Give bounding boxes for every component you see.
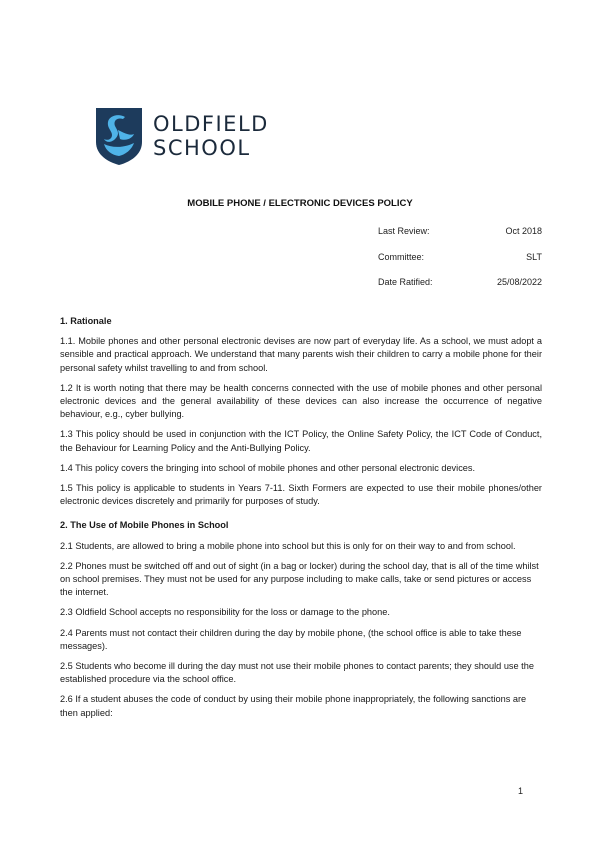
page-number: 1 (518, 786, 524, 796)
meta-committee (378, 252, 542, 278)
document-title: MOBILE PHONE / ELECTRONIC DEVICES POLICY (187, 198, 413, 209)
section-rationale (60, 315, 542, 508)
paragraph: 2.6 If a student abuses the code of conduct by using their mobile phone inappropriately, the following sanctions are then applied: (60, 694, 527, 718)
paragraph: 1.3 This policy should be used in conjunction with the ICT Policy, the Online Safety Policy, the ICT Code of Conduct, the Behaviour for Learning Policy and the Anti-Bullying Policy. (60, 429, 542, 453)
swan-shield-icon (94, 106, 144, 166)
paragraph: 2.3 Oldfield School accepts no responsibility for the loss or damage to the phone. (60, 607, 390, 618)
meta-label: Committee: (378, 252, 425, 262)
document-body (60, 315, 542, 727)
meta-value: Oct 2018 (505, 226, 542, 236)
meta-last-review (378, 226, 542, 252)
meta-date-ratified (378, 277, 542, 303)
section-heading: 1. Rationale (60, 316, 112, 326)
paragraph: 1.1. Mobile phones and other personal electronic devises are now part of everyday life. As a school, we must adopt a sensible and practical approach. We understand that many parents wish their children to carry a mobile phone for their personal safety whilst travelling to and from school. (60, 336, 542, 373)
paragraph: 2.4 Parents must not contact their children during the day by mobile phone, (the school office is able to take these messages). (60, 627, 522, 651)
school-wordmark (153, 112, 269, 160)
paragraph: 2.1 Students, are allowed to bring a mobile phone into school but this is only for on their way to and from school. (60, 540, 516, 551)
paragraph: 2.5 Students who become ill during the day must not use their mobile phones to contact parents; they should use the established procedure via the school office. (60, 661, 534, 685)
school-logo (94, 103, 294, 169)
paragraph: 1.5 This policy is applicable to students in Years 7-11. Sixth Formers are expected to use their mobile phones/other electronic devices discretely and primarily for purposes of study. (60, 483, 542, 507)
meta-label: Last Review: (378, 226, 430, 236)
meta-label: Date Ratified: (378, 277, 433, 287)
meta-value: SLT (526, 252, 542, 262)
section-heading: 2. The Use of Mobile Phones in School (60, 520, 229, 531)
logo-line-1: OLDFIELD (153, 112, 269, 136)
paragraph: 1.4 This policy covers the bringing into school of mobile phones and other personal electronic devices. (60, 462, 476, 473)
paragraph: 1.2 It is worth noting that there may be health concerns connected with the use of mobile phones and other personal electronic devices and the general availability of these devices can also increase the occurrence of negative behaviour, e.g., cyber bullying. (60, 382, 542, 420)
paragraph: 2.2 Phones must be switched off and out of sight (in a bag or locker) during the school day, that is all of the time whilst on school premises. They must not be used for any purpose including to make calls, take or send pictures or access the internet. (60, 560, 539, 598)
logo-line-2: SCHOOL (153, 136, 251, 160)
meta-value: 25/08/2022 (496, 277, 542, 287)
section-mobile-phone-use (60, 519, 542, 719)
